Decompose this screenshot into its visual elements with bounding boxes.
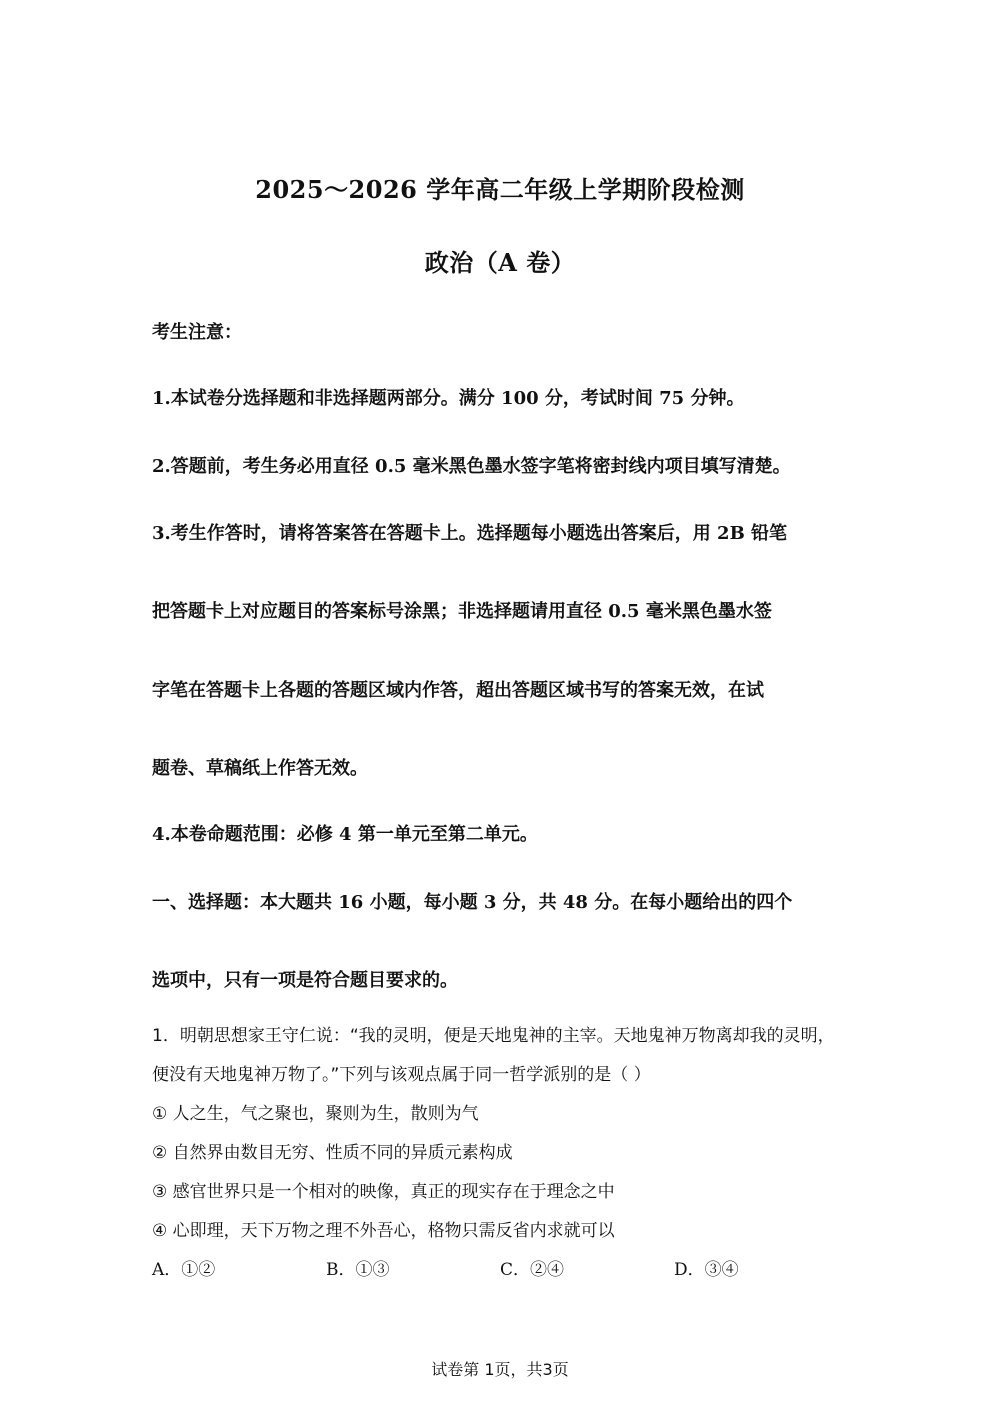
notice-line: 3.考生作答时，请将答案答在答题卡上。选择题每小题选出答案后，用 2B 铅笔 bbox=[152, 523, 788, 544]
section-heading: 一、选择题：本大题共 16 小题，每小题 3 分，共 48 分。在每小题给出的四个 bbox=[152, 892, 793, 913]
exam-title: 2025～2026 学年高二年级上学期阶段检测 bbox=[255, 175, 745, 204]
question-item: ④ 心即理，天下万物之理不外吾心，格物只需反省内求就可以 bbox=[152, 1221, 615, 1241]
question-item: ③ 感官世界只是一个相对的映像，真正的现实存在于理念之中 bbox=[152, 1182, 615, 1202]
question-item: ① 人之生，气之聚也，聚则为生，散则为气 bbox=[152, 1104, 479, 1124]
notice-line: 把答题卡上对应题目的答案标号涂黑；非选择题请用直径 0.5 毫米黑色墨水签 bbox=[152, 601, 772, 622]
notice-heading: 考生注意： bbox=[152, 322, 242, 343]
answer-options bbox=[152, 1255, 872, 1281]
page-footer: 试卷第 1页，共3页 bbox=[431, 1360, 569, 1379]
question-stem: 便没有天地鬼神万物了。”下列与该观点属于同一哲学派别的是（ ） bbox=[152, 1065, 651, 1085]
notice-line: 字笔在答题卡上各题的答题区域内作答，超出答题区域书写的答案无效，在试 bbox=[152, 680, 764, 701]
option-b[interactable]: B．①③ bbox=[326, 1260, 390, 1280]
option-c[interactable]: C．②④ bbox=[500, 1260, 565, 1280]
question-stem: 1．明朝思想家王守仁说：“我的灵明，便是天地鬼神的主宰。天地鬼神万物离却我的灵明， bbox=[152, 1026, 835, 1046]
option-d[interactable]: D．③④ bbox=[674, 1260, 739, 1280]
section-heading-cont: 选项中，只有一项是符合题目要求的。 bbox=[152, 970, 458, 991]
notice-line: 4.本卷命题范围：必修 4 第一单元至第二单元。 bbox=[152, 824, 538, 845]
option-a[interactable]: A．①② bbox=[152, 1260, 216, 1280]
notice-line: 1.本试卷分选择题和非选择题两部分。满分 100 分，考试时间 75 分钟。 bbox=[152, 388, 745, 409]
question-item: ② 自然界由数目无穷、性质不同的异质元素构成 bbox=[152, 1143, 513, 1163]
notice-line: 题卷、草稿纸上作答无效。 bbox=[152, 758, 368, 779]
notice-line: 2.答题前，考生务必用直径 0.5 毫米黑色墨水签字笔将密封线内项目填写清楚。 bbox=[152, 456, 791, 477]
exam-subtitle: 政治（A 卷） bbox=[424, 248, 576, 277]
